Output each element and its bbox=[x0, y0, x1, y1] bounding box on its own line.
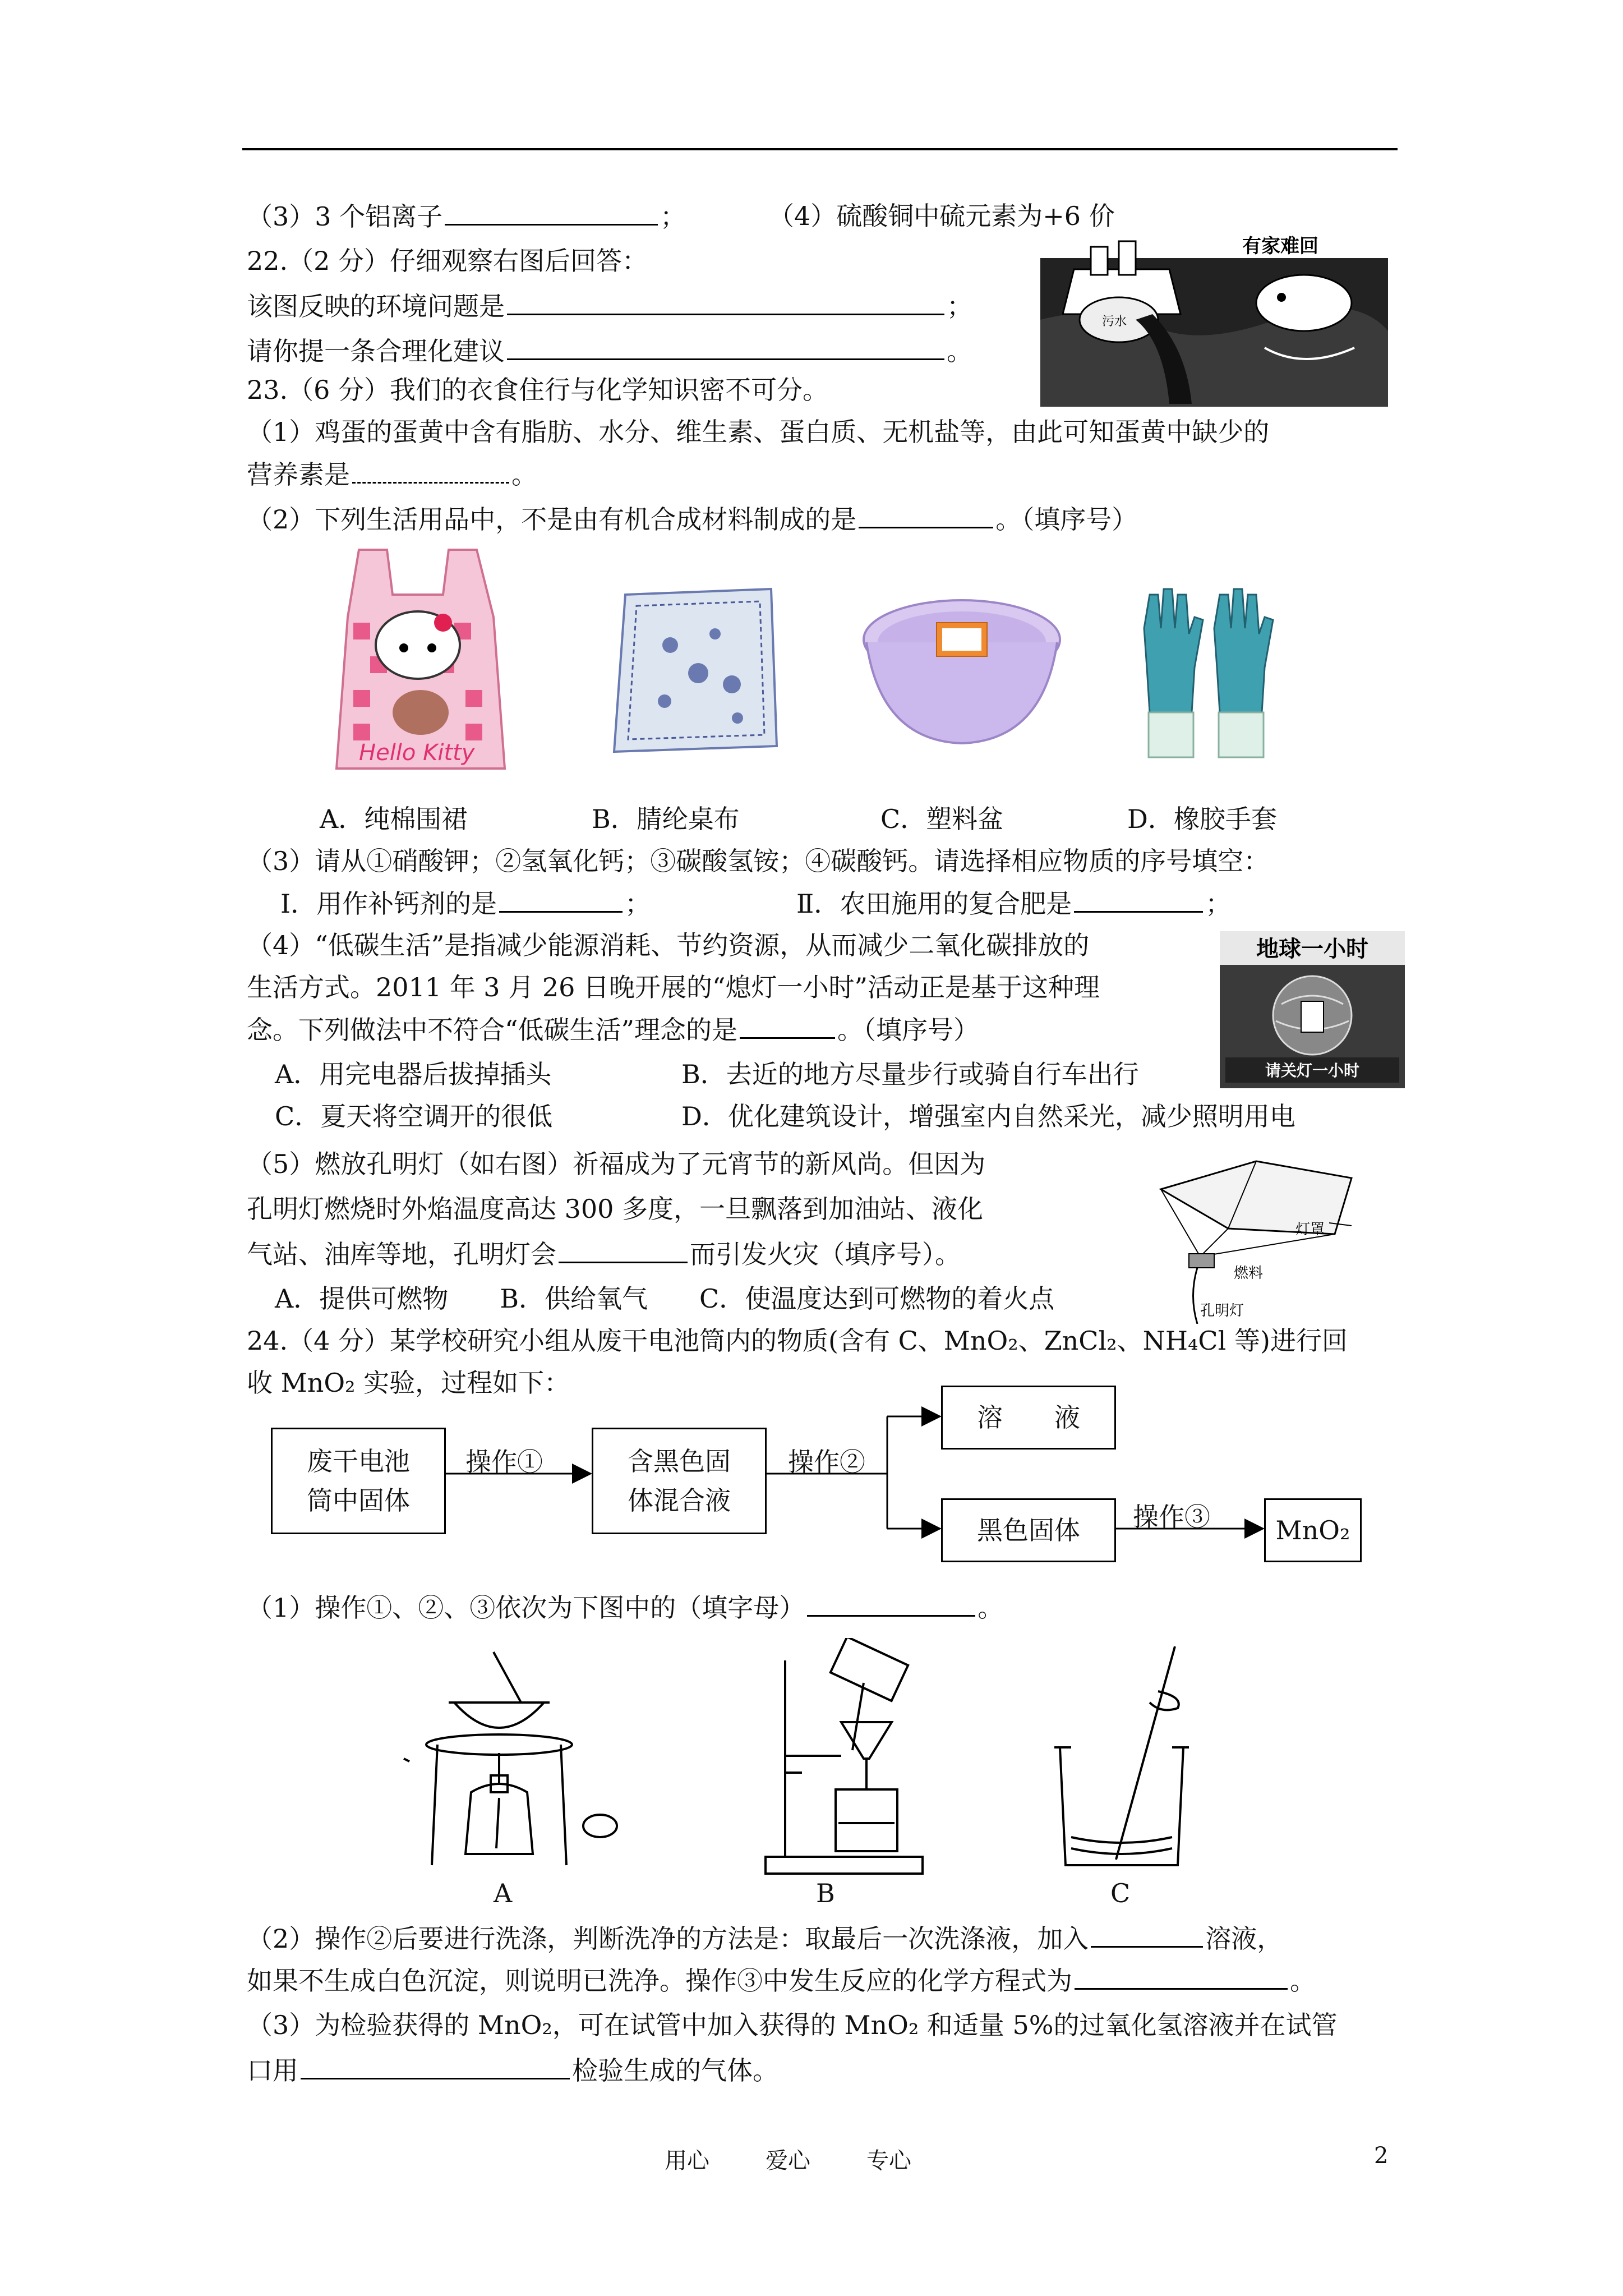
q23-option-c: C．塑料盆 bbox=[880, 804, 1004, 834]
flow-op1-label: 操作① bbox=[465, 1447, 543, 1477]
lantern-label-shade: 灯罩 bbox=[1295, 1221, 1325, 1238]
footer-motto-3: 专心 bbox=[866, 2148, 911, 2174]
q23-p5-line3: 气站、油库等地，孔明灯会 而引发火灾（填序号）。 bbox=[247, 1237, 961, 1271]
apparatus-label-c: C bbox=[1110, 1878, 1131, 1908]
q21-item3: （3）3 个铝离子 ； bbox=[247, 199, 686, 233]
flow-box-black-solid: 黑色固体 bbox=[941, 1498, 1116, 1562]
q23-p4-option-a: A．用完电器后拔掉插头 bbox=[275, 1059, 552, 1089]
q23-p3-i: Ⅰ．用作补钙剂的是 ； bbox=[280, 886, 651, 921]
cartoon-label: 污水 bbox=[1102, 315, 1127, 329]
answer-blank[interactable] bbox=[807, 1590, 975, 1617]
flow-op2-label: 操作② bbox=[788, 1447, 865, 1477]
svg-text:Hello Kitty: Hello Kitty bbox=[359, 740, 475, 766]
q23-option-b: B．腈纶桌布 bbox=[592, 804, 740, 834]
page-number: 2 bbox=[1374, 2143, 1389, 2169]
q21-item4: （4）硫酸铜中硫元素为+6 价 bbox=[768, 201, 1115, 231]
q23-p5-line1: （5）燃放孔明灯（如右图）祈福成为了元宵节的新风尚。但因为 bbox=[247, 1149, 986, 1179]
q23-p5-line2: 孔明灯燃烧时外焰温度高达 300 多度，一旦飘落到加油站、液化 bbox=[247, 1194, 984, 1224]
q24-heading-line2: 收 MnO₂ 实验，过程如下： bbox=[247, 1368, 570, 1398]
answer-blank[interactable] bbox=[301, 2053, 570, 2079]
flow-box-mno2: MnO₂ bbox=[1264, 1498, 1362, 1562]
answer-blank[interactable] bbox=[1091, 1921, 1203, 1948]
q23-p3-ii: Ⅱ．农田施用的复合肥是 ； bbox=[796, 886, 1231, 921]
q22-heading: 22.（2 分）仔细观察右图后回答： bbox=[247, 246, 648, 276]
q23-p1-line1: （1）鸡蛋的蛋黄中含有脂肪、水分、维生素、蛋白质、无机盐等，由此可知蛋黄中缺少的 bbox=[247, 417, 1270, 447]
q23-p4-line2: 生活方式。2011 年 3 月 26 日晚开展的“熄灯一小时”活动正是基于这种理 bbox=[247, 972, 1100, 1002]
flow-box-battery-solid: 废干电池 筒中固体 bbox=[271, 1428, 446, 1534]
q22-line2: 请你提一条合理化建议 。 bbox=[247, 334, 972, 368]
q23-p4-line3: 念。下列做法中不符合“低碳生活”理念的是 。（填序号） bbox=[247, 1013, 979, 1047]
q24-p1: （1）操作①、②、③依次为下图中的（填字母） 。 bbox=[247, 1590, 1003, 1625]
apparatus-label-b: B bbox=[816, 1878, 835, 1908]
q24-heading-line1: 24.（4 分）某学校研究小组从废干电池筒内的物质(含有 C、MnO₂、ZnCl₂、NH₄Cl 等)进行回 bbox=[247, 1326, 1348, 1356]
earth-hour-title: 地球一小时 bbox=[1256, 936, 1368, 962]
earth-hour-sub: 请关灯一小时 bbox=[1265, 1061, 1360, 1080]
evaporation-apparatus-image bbox=[387, 1641, 623, 1876]
q23-p4-line1: （4）“低碳生活”是指减少能源消耗、节约资源，从而减少二氧化碳排放的 bbox=[247, 930, 1090, 960]
lantern-label-name: 孔明灯 bbox=[1200, 1303, 1244, 1319]
q24-p2-line1: （2）操作②后要进行洗涤，判断洗净的方法是：取最后一次洗涤液，加入 溶液， bbox=[247, 1921, 1283, 1955]
q23-option-d: D．橡胶手套 bbox=[1127, 804, 1277, 834]
flow-box-solution: 溶 液 bbox=[941, 1386, 1116, 1450]
q24-p3-line1: （3）为检验获得的 MnO₂，可在试管中加入获得的 MnO₂ 和适量 5%的过氧化氢溶液并在试管 bbox=[247, 2010, 1338, 2040]
stirring-apparatus-image bbox=[1049, 1641, 1195, 1876]
flow-op3-label: 操作③ bbox=[1133, 1502, 1210, 1532]
q22-line1: 该图反映的环境问题是 ； bbox=[247, 289, 972, 323]
apparatus-label-a: A bbox=[494, 1878, 513, 1908]
lantern-label-fuel: 燃料 bbox=[1234, 1265, 1264, 1282]
cartoon-title: 有家难回 bbox=[1242, 236, 1318, 257]
flow-box-black-mixture: 含黑色固 体混合液 bbox=[592, 1428, 767, 1534]
footer-motto-2: 爱心 bbox=[766, 2148, 810, 2174]
q24-p3-line2: 口用 检验生成的气体。 bbox=[247, 2053, 778, 2087]
q23-p3: （3）请从①硝酸钾；②氢氧化钙；③碳酸氢铵；④碳酸钙。请选择相应物质的序号填空： bbox=[247, 846, 1270, 876]
filtration-apparatus-image bbox=[763, 1638, 931, 1879]
q23-p2: （2）下列生活用品中，不是由有机合成材料制成的是 。（填序号） bbox=[247, 502, 1137, 536]
q23-p4-option-c: C．夏天将空调开的很低 bbox=[275, 1101, 553, 1131]
q23-p4-option-d: D．优化建筑设计，增强室内自然采光，减少照明用电 bbox=[681, 1101, 1295, 1131]
q23-p5-options: A．提供可燃物 B．供给氧气 C．使温度达到可燃物的着火点 bbox=[275, 1283, 1055, 1314]
q23-option-a: A．纯棉围裙 bbox=[320, 804, 468, 834]
footer-motto-1: 用心 bbox=[665, 2148, 709, 2174]
q23-p1-line2: 营养素是 。 bbox=[247, 457, 537, 491]
q24-p2-line2: 如果不生成白色沉淀，则说明已洗净。操作③中发生反应的化学方程式为 。 bbox=[247, 1963, 1316, 1998]
q23-p4-option-b: B．去近的地方尽量步行或骑自行车出行 bbox=[681, 1059, 1139, 1089]
q23-heading: 23.（6 分）我们的衣食住行与化学知识密不可分。 bbox=[247, 375, 829, 405]
answer-blank[interactable] bbox=[1075, 1963, 1288, 1990]
